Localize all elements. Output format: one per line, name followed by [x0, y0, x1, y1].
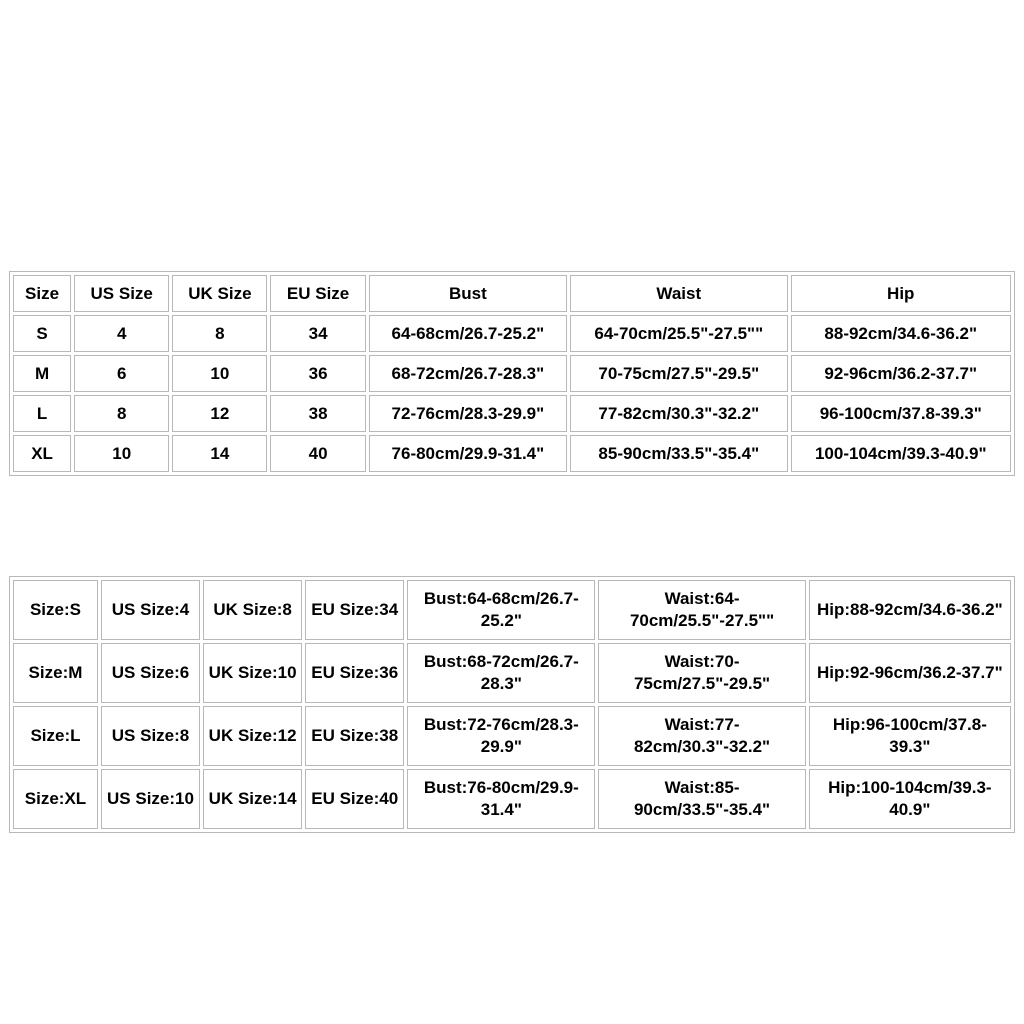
table-cell: Waist:85-90cm/33.5"-35.4" [598, 769, 805, 829]
table-cell: 36 [270, 355, 365, 392]
table-row [13, 355, 1011, 392]
table-cell: 85-90cm/33.5"-35.4" [570, 435, 787, 472]
table-cell: 64-68cm/26.7-25.2" [369, 315, 567, 352]
table-cell: Bust:76-80cm/29.9-31.4" [407, 769, 595, 829]
table-cell: Size:S [13, 580, 98, 640]
table-row [13, 315, 1011, 352]
table-cell: 76-80cm/29.9-31.4" [369, 435, 567, 472]
table-cell: 8 [74, 395, 169, 432]
table-cell: UK Size:12 [203, 706, 302, 766]
table-cell: 64-70cm/25.5"-27.5"" [570, 315, 787, 352]
table-cell: EU Size:34 [305, 580, 404, 640]
table-cell: 72-76cm/28.3-29.9" [369, 395, 567, 432]
table-cell: 6 [74, 355, 169, 392]
table-cell: 100-104cm/39.3-40.9" [791, 435, 1012, 472]
table-cell: UK Size:10 [203, 643, 302, 703]
table-cell: Hip:96-100cm/37.8-39.3" [809, 706, 1011, 766]
table-cell: 77-82cm/30.3"-32.2" [570, 395, 787, 432]
header-cell-us-size: US Size [74, 275, 169, 312]
table-cell: Size:XL [13, 769, 98, 829]
table-cell: Size:M [13, 643, 98, 703]
table-cell: 4 [74, 315, 169, 352]
table-cell: 88-92cm/34.6-36.2" [791, 315, 1012, 352]
table-cell: L [13, 395, 71, 432]
table-cell: US Size:8 [101, 706, 200, 766]
table-cell: Waist:64-70cm/25.5"-27.5"" [598, 580, 805, 640]
table-row [13, 395, 1011, 432]
table-cell: XL [13, 435, 71, 472]
table-cell: 96-100cm/37.8-39.3" [791, 395, 1012, 432]
table-row [13, 769, 1011, 829]
table-cell: 10 [172, 355, 267, 392]
table-cell: 12 [172, 395, 267, 432]
table-row [13, 643, 1011, 703]
table-cell: 92-96cm/36.2-37.7" [791, 355, 1012, 392]
table-cell: 70-75cm/27.5"-29.5" [570, 355, 787, 392]
header-cell-eu-size: EU Size [270, 275, 365, 312]
table-cell: 10 [74, 435, 169, 472]
table-cell: US Size:10 [101, 769, 200, 829]
size-label-table [9, 576, 1015, 833]
table-cell: UK Size:8 [203, 580, 302, 640]
table-cell: 38 [270, 395, 365, 432]
header-cell-size: Size [13, 275, 71, 312]
table-cell: S [13, 315, 71, 352]
table-cell: M [13, 355, 71, 392]
table-cell: US Size:6 [101, 643, 200, 703]
table-row [13, 435, 1011, 472]
table-cell: Bust:68-72cm/26.7-28.3" [407, 643, 595, 703]
table-cell: Hip:92-96cm/36.2-37.7" [809, 643, 1011, 703]
table-cell: Waist:77-82cm/30.3"-32.2" [598, 706, 805, 766]
table-row [13, 706, 1011, 766]
size-chart-table [9, 271, 1015, 476]
table-cell: 68-72cm/26.7-28.3" [369, 355, 567, 392]
table-cell: Size:L [13, 706, 98, 766]
table-cell: 8 [172, 315, 267, 352]
table-header-row [13, 275, 1011, 312]
table-cell: UK Size:14 [203, 769, 302, 829]
table-cell: Hip:88-92cm/34.6-36.2" [809, 580, 1011, 640]
table-cell: EU Size:40 [305, 769, 404, 829]
table-row [13, 580, 1011, 640]
header-cell-uk-size: UK Size [172, 275, 267, 312]
header-cell-bust: Bust [369, 275, 567, 312]
table-cell: EU Size:38 [305, 706, 404, 766]
table-cell: Bust:64-68cm/26.7-25.2" [407, 580, 595, 640]
table-cell: Waist:70-75cm/27.5"-29.5" [598, 643, 805, 703]
table-cell: 14 [172, 435, 267, 472]
header-cell-hip: Hip [791, 275, 1012, 312]
header-cell-waist: Waist [570, 275, 787, 312]
table-cell: EU Size:36 [305, 643, 404, 703]
table-cell: Bust:72-76cm/28.3-29.9" [407, 706, 595, 766]
table-cell: 34 [270, 315, 365, 352]
table-cell: 40 [270, 435, 365, 472]
table-cell: Hip:100-104cm/39.3-40.9" [809, 769, 1011, 829]
table-cell: US Size:4 [101, 580, 200, 640]
